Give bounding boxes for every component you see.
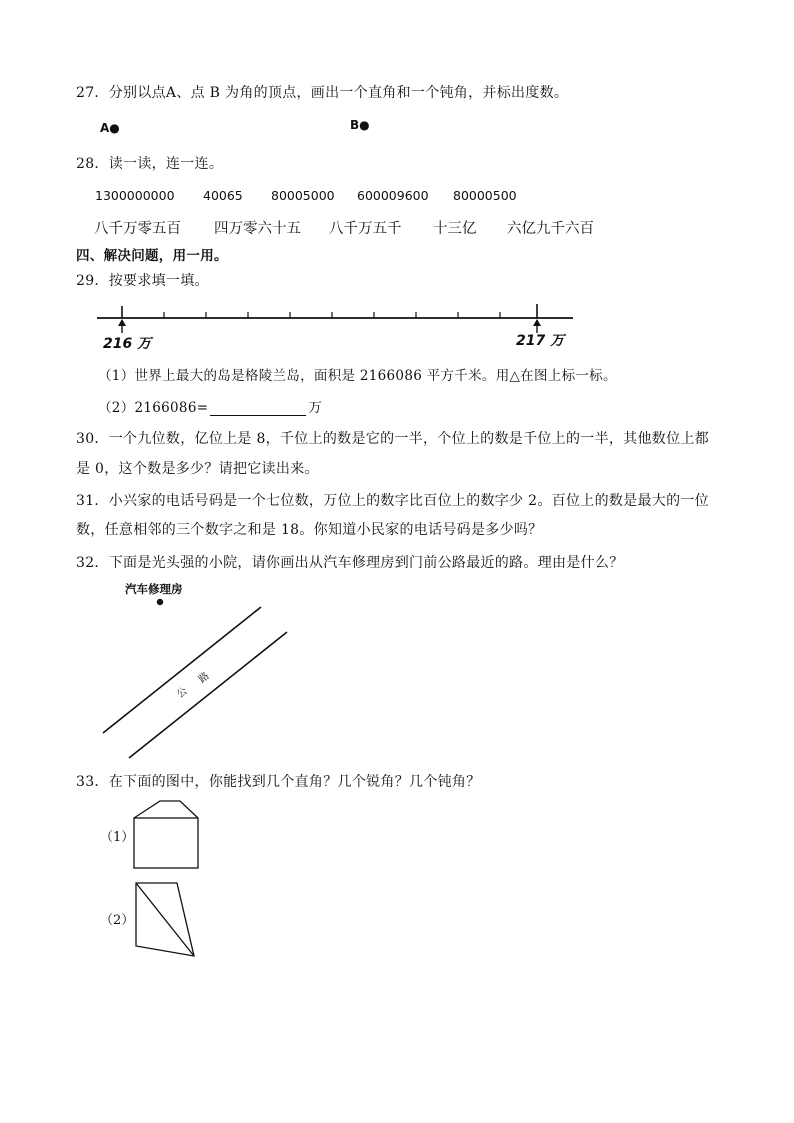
q30-line1: 30．一个九位数，亿位上是 8，千位上的数是它的一半，个位上的数是千位上的一半，其他数位上都 bbox=[76, 431, 709, 447]
word-item[interactable]: 十三亿 bbox=[433, 221, 477, 237]
road-label-2: 路 bbox=[196, 670, 212, 686]
q29-part2-suffix: 万 bbox=[308, 400, 323, 416]
q29-text: 29．按要求填一填。 bbox=[76, 273, 209, 289]
garage-label: 汽车修理房 bbox=[125, 582, 183, 596]
q27-text: 27．分别以点A、点 B 为角的顶点，画出一个直角和一个钝角，并标出度数。 bbox=[76, 85, 569, 101]
q28-text: 28．读一读，连一连。 bbox=[76, 156, 224, 172]
road-label-1: 公 bbox=[174, 685, 190, 701]
figure-2-label: （2） bbox=[100, 913, 135, 928]
section-title: 四、解决问题，用一用。 bbox=[76, 248, 228, 264]
q31-line1: 31．小兴家的电话号码是一个七位数，万位上的数字比百位上的数字少 2。百位上的数是最大的一位 bbox=[76, 493, 709, 509]
number-item[interactable]: 80000500 bbox=[453, 188, 517, 203]
q33-text: 33．在下面的图中，你能找到几个直角？几个锐角？几个钝角？ bbox=[76, 774, 481, 790]
point-b-label: B bbox=[350, 118, 360, 132]
figure-2-quadrilateral bbox=[136, 883, 194, 956]
figure-1-house bbox=[134, 801, 198, 868]
q29-part1: （1）世界上最大的岛是格陵兰岛，面积是 2166086 平方千米。用△在图上标一标。 bbox=[98, 368, 617, 384]
word-item[interactable]: 八千万零五百 bbox=[94, 221, 181, 237]
point-a-label: A bbox=[100, 121, 110, 135]
number-item[interactable]: 40065 bbox=[203, 188, 243, 203]
number-item[interactable]: 1300000000 bbox=[95, 188, 175, 203]
number-item[interactable]: 600009600 bbox=[357, 188, 429, 203]
point-b-dot: ● bbox=[359, 118, 370, 132]
number-line-left-label: 216 万 bbox=[103, 336, 152, 352]
point-a-dot: ● bbox=[109, 121, 120, 135]
word-item[interactable]: 四万零六十五 bbox=[214, 221, 301, 237]
q32-text: 32．下面是光头强的小院，请你画出从汽车修理房到门前公路最近的路。理由是什么？ bbox=[76, 555, 624, 571]
number-item[interactable]: 80005000 bbox=[271, 188, 335, 203]
word-item[interactable]: 六亿九千六百 bbox=[507, 221, 594, 237]
q30-line2: 是 0，这个数是多少？请把它读出来。 bbox=[76, 461, 319, 477]
figure-1-label: （1） bbox=[100, 830, 135, 845]
q29-part2-prefix: （2）2166086= bbox=[98, 400, 209, 416]
word-item[interactable]: 八千万五千 bbox=[329, 221, 402, 237]
q31-line2: 数，任意相邻的三个数字之和是 18。你知道小民家的电话号码是多少吗？ bbox=[76, 522, 543, 538]
number-line-right-label: 217 万 bbox=[516, 333, 565, 349]
